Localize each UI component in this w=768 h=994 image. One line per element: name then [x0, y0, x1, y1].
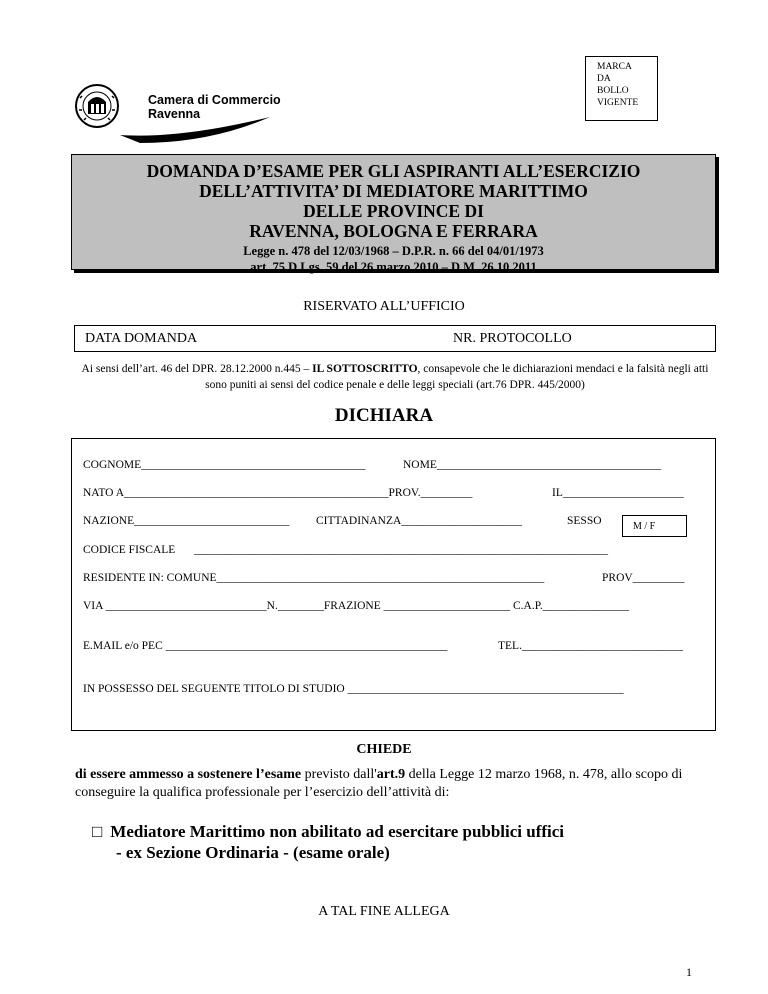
- tax-code-field[interactable]: ________________________________________________________________________: [194, 544, 608, 556]
- stamp-line: VIGENTE: [597, 98, 639, 108]
- stamp-line: MARCA: [597, 62, 632, 72]
- name-field[interactable]: NOME_______________________________________: [403, 459, 662, 471]
- declaration-part: Ai sensi dell’art. 46 del DPR. 28.12.2000 n.445 –: [81, 363, 313, 375]
- chamber-name-line1: Camera di Commercio: [148, 93, 281, 107]
- declaration-bold: IL SOTTOSCRITTO: [312, 363, 418, 375]
- phone-field[interactable]: TEL.____________________________: [498, 640, 683, 652]
- document-title: [72, 161, 715, 241]
- request-text: [75, 766, 715, 802]
- birthdate-field[interactable]: IL_____________________: [552, 487, 684, 499]
- dichiara-heading: DICHIARA: [334, 405, 434, 426]
- request-bold: di essere ammesso a sostenere l’esame: [75, 767, 302, 782]
- stamp-line: BOLLO: [597, 86, 629, 96]
- chamber-name-line2: Ravenna: [148, 107, 201, 121]
- protocol-label: NR. PROTOCOLLO: [453, 331, 572, 346]
- surname-field[interactable]: COGNOME_______________________________________: [83, 459, 366, 471]
- education-field[interactable]: IN POSSESSO DEL SEGUENTE TITOLO DI STUDIO ________________________________________________: [83, 683, 624, 695]
- exam-option-checkbox[interactable]: □: [92, 822, 103, 841]
- request-bold: art.9: [376, 767, 406, 782]
- date-label: DATA DOMANDA: [85, 331, 198, 346]
- chamber-seal-logo: [74, 80, 120, 132]
- office-use-box: [74, 325, 716, 352]
- legal-references: [72, 243, 715, 275]
- sex-selector[interactable]: M / F: [622, 515, 687, 537]
- request-part: della Legge 12 marzo 1968, n. 478, allo scopo di conseguire la qualifica professionale per l’esercizio dell’attività di:: [75, 767, 683, 800]
- declaration-text: [80, 361, 710, 393]
- stamp-line: DA: [597, 74, 611, 84]
- chiede-heading: CHIEDE: [356, 742, 412, 757]
- exam-option: [92, 821, 564, 863]
- title-line: DOMANDA D’ESAME PER GLI ASPIRANTI ALL’ESERCIZIO: [146, 161, 641, 181]
- birthplace-field[interactable]: NATO A______________________________________________PROV._________: [83, 487, 473, 499]
- citizenship-field[interactable]: CITTADINANZA_____________________: [316, 515, 523, 527]
- law-reference-line: Legge n. 478 del 12/03/1968 – D.P.R. n. 66 del 04/01/1973: [243, 244, 544, 258]
- nation-field[interactable]: NAZIONE___________________________: [83, 515, 290, 527]
- attachments-heading: A TAL FINE ALLEGA: [318, 904, 450, 919]
- sex-label: SESSO: [567, 515, 602, 527]
- exam-option-label: Mediatore Marittimo non abilitato ad esercitare pubblici uffici: [110, 822, 565, 841]
- title-line: DELL’ATTIVITA’ DI MEDIATORE MARITTIMO: [199, 181, 588, 201]
- logo-swoosh: [120, 113, 270, 143]
- document-title-box: [71, 154, 716, 274]
- address-field[interactable]: VIA ____________________________N.________FRAZIONE ______________________ C.A.P._______________: [83, 600, 629, 612]
- residence-field[interactable]: RESIDENTE IN: COMUNE_________________________________________________________: [83, 572, 545, 584]
- law-reference-line: art. 75 D.Lgs. 59 del 26 marzo 2010 – D.M. 26.10.2011: [250, 260, 537, 274]
- title-line: RAVENNA, BOLOGNA E FERRARA: [249, 221, 538, 241]
- tax-code-label: CODICE FISCALE: [83, 544, 176, 556]
- request-part: previsto dall': [301, 767, 377, 782]
- exam-option-subtitle: - ex Sezione Ordinaria - (esame orale): [116, 843, 390, 862]
- residence-prov-field[interactable]: PROV_________: [602, 572, 685, 584]
- title-line: DELLE PROVINCE DI: [303, 201, 484, 221]
- page-number: 1: [686, 965, 692, 979]
- email-field[interactable]: E.MAIL e/o PEC _________________________________________________: [83, 640, 448, 652]
- declaration-part: , consapevole che le dichiarazioni mendaci e la falsità negli atti sono puniti ai sensi del codice penale e delle leggi speciali (art.76 DPR. 445/2000): [205, 363, 709, 391]
- reserved-office-label: RISERVATO ALL’UFFICIO: [303, 299, 465, 314]
- revenue-stamp-box: [585, 56, 658, 121]
